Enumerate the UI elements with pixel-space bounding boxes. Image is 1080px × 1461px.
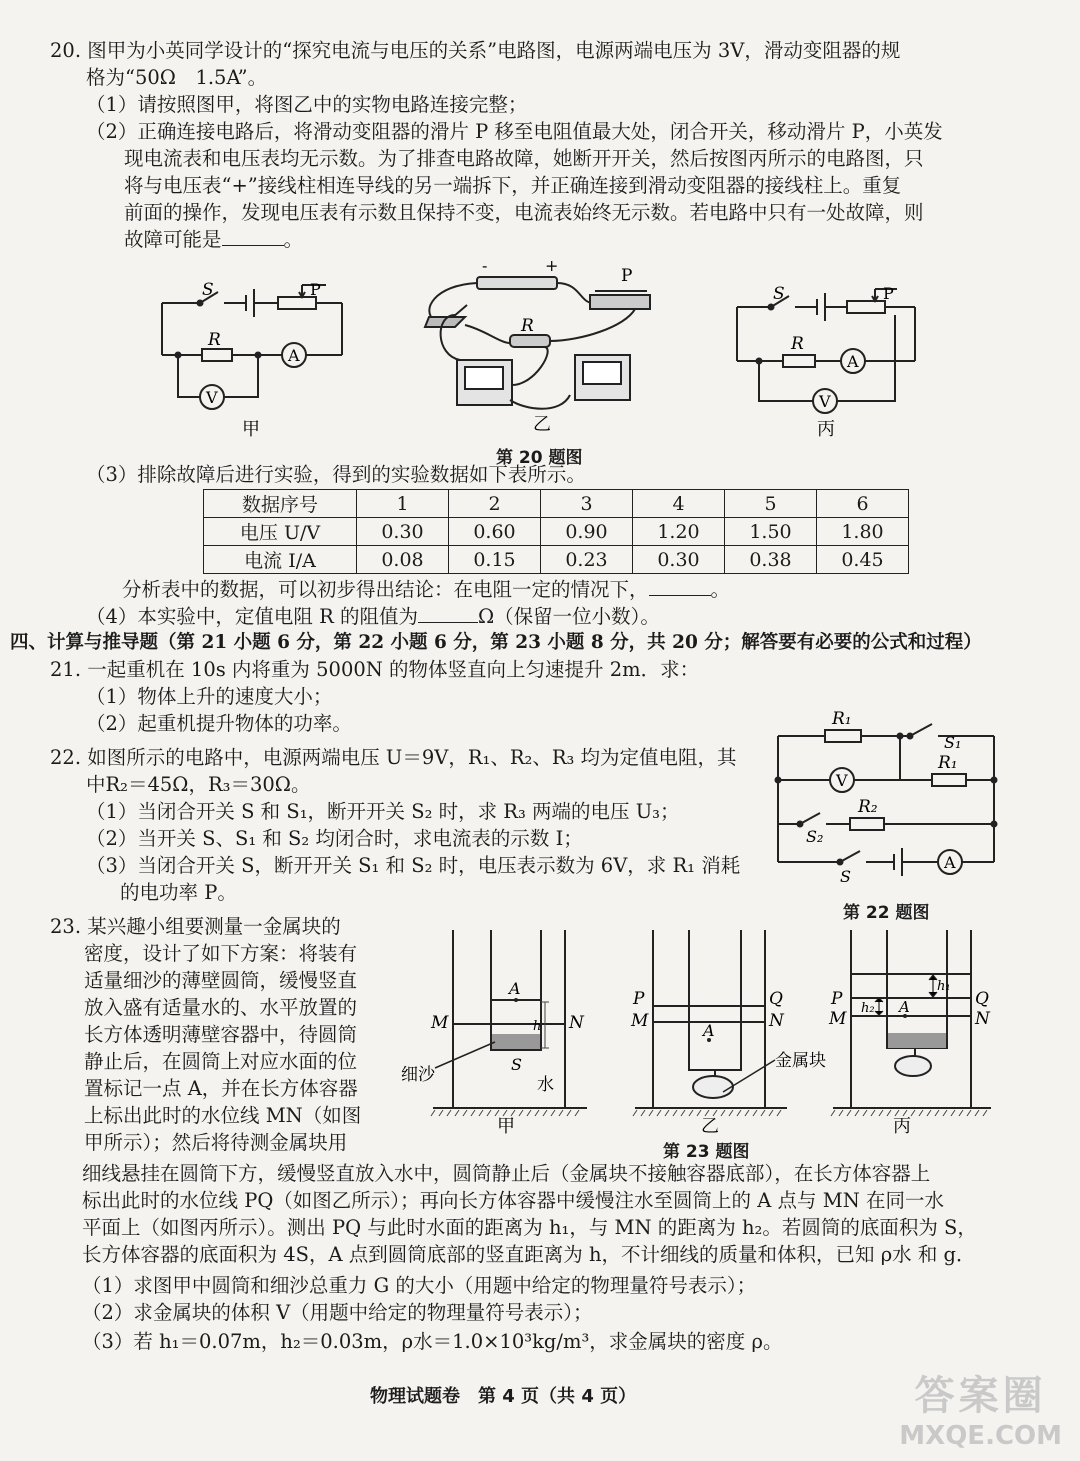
table-cell: 5 xyxy=(725,490,817,518)
q20-stem-line2: 格为“50Ω 1.5A”。 xyxy=(86,66,268,89)
q20-part2-line3: 将与电压表“+”接线柱相连导线的另一端拆下，并正确连接到滑动变阻器的接线柱上。重复 xyxy=(124,174,902,197)
sand-label: 细沙 xyxy=(401,1065,435,1085)
label-h1: h₁ xyxy=(937,979,951,994)
q21-part1: （1）物体上升的速度大小； xyxy=(86,685,333,708)
q23-line: 密度，设计了如下方案：将装有 xyxy=(84,942,358,965)
table-cell: 0.45 xyxy=(817,546,909,574)
s2-label: S₂ xyxy=(806,827,824,846)
table-cell: 1.50 xyxy=(725,518,817,546)
q20-part2-line2: 现电流表和电压表均无示数。为了排查电路故障，她断开开关，然后按图丙所示的电路图，只 xyxy=(124,147,924,170)
table-cell: 0.15 xyxy=(449,546,541,574)
q23-line: 适量细沙的薄壁圆筒，缓慢竖直 xyxy=(84,969,358,992)
figure-label-yi: 乙 xyxy=(533,414,551,435)
watermark-line1: 答案圈 xyxy=(914,1373,1047,1419)
physical-circuit-yi xyxy=(415,255,660,440)
slider-label: P xyxy=(883,284,894,303)
q22-part3-line1: （3）当闭合开关 S，断开开关 S₁ 和 S₂ 时，电压表示数为 6V，求 R₁ 消耗 xyxy=(86,854,741,877)
table-cell: 0.30 xyxy=(633,546,725,574)
q20-part2-end: 。 xyxy=(283,228,304,251)
label-P: P xyxy=(831,989,843,1009)
resistor-label: R xyxy=(791,334,804,354)
data-table xyxy=(203,489,909,574)
battery-plus-label: + xyxy=(545,256,559,275)
container-diagram-yi xyxy=(625,920,830,1135)
voltmeter-label: V xyxy=(836,771,848,790)
r2-label: R₂ xyxy=(858,797,878,817)
figure-23-caption: 第 23 题图 xyxy=(663,1142,750,1162)
table-cell: 1.20 xyxy=(633,518,725,546)
table-cell: 0.38 xyxy=(725,546,817,574)
table-row xyxy=(204,490,909,518)
table-cell: 数据序号 xyxy=(204,490,357,518)
figure-label-yi: 乙 xyxy=(701,1116,719,1135)
figure-label-jia: 甲 xyxy=(497,1116,515,1135)
q20-stem-line1: 20. 图甲为小英同学设计的“探究电流与电压的关系”电路图，电源两端电压为 3V，滑动变阻器的规 xyxy=(50,39,901,62)
resistor-label: R xyxy=(208,330,221,350)
q20-part3: （3）排除故障后进行实验，得到的实验数据如下表所示。 xyxy=(86,463,586,486)
label-S: S xyxy=(511,1055,522,1074)
figure-label-bing: 丙 xyxy=(893,1116,911,1135)
section-heading: 四、计算与推导题（第 21 小题 6 分，第 22 小题 6 分，第 23 小题 8 分，共 20 分；解答要有必要的公式和过程） xyxy=(10,632,982,653)
label-A: A xyxy=(703,1021,715,1040)
table-cell: 1 xyxy=(357,490,449,518)
q23-line: 长方体透明薄壁容器中，待圆筒 xyxy=(84,1023,358,1046)
q23-line: 细线悬挂在圆筒下方，缓慢竖直放入水中，圆筒静止后（金属块不接触容器底部），在长方体容器上 xyxy=(82,1162,931,1185)
answer-blank[interactable] xyxy=(222,227,284,246)
q23-line: 放入盛有适量水的、水平放置的 xyxy=(84,996,358,1019)
page-footer: 物理试题卷 第 4 页（共 4 页） xyxy=(370,1386,637,1407)
label-N: N xyxy=(569,1013,584,1033)
q20-conclusion-end: 。 xyxy=(710,578,731,601)
table-cell: 4 xyxy=(633,490,725,518)
ammeter-label: A xyxy=(288,346,300,365)
label-h2: h₂ xyxy=(861,1001,875,1016)
q23-line: 置标记一点 A，并在长方体容器 xyxy=(84,1077,358,1100)
answer-blank[interactable] xyxy=(649,577,711,596)
label-M: M xyxy=(631,1011,649,1031)
q23-line: 上标出此时的水位线 MN（如图 xyxy=(84,1104,362,1127)
q20-part3-conclusion xyxy=(122,577,730,603)
q23-line: 23. 某兴趣小组要测量一金属块的 xyxy=(50,915,341,938)
figure-20-caption: 第 20 题图 xyxy=(496,448,583,468)
label-N: N xyxy=(769,1011,784,1031)
table-cell: 0.90 xyxy=(541,518,633,546)
q23-part1: （1）求图甲中圆筒和细沙总重力 G 的大小（用题中给定的物理量符号表示）； xyxy=(82,1274,757,1297)
label-Q: Q xyxy=(769,989,783,1009)
r1b-label: R₁ xyxy=(938,753,958,773)
q23-line: 标出此时的水位线 PQ（如图乙所示）；再向长方体容器中缓慢注水至圆筒上的 A 点与 MN 在同一水 xyxy=(82,1189,944,1212)
table-cell: 电压 U/V xyxy=(204,518,357,546)
q20-part4-end: Ω（保留一位小数）。 xyxy=(478,605,660,628)
q20-part2-line1: （2）正确连接电路后，将滑动变阻器的滑片 P 移至电阻值最大处，闭合开关，移动滑片 P，小英发 xyxy=(86,120,943,143)
q20-part2-text: 故障可能是 xyxy=(124,228,222,251)
q20-part2-line5 xyxy=(124,227,303,253)
table-cell: 6 xyxy=(817,490,909,518)
resistor-label: R xyxy=(521,316,534,336)
q23-line: 静止后，在圆筒上对应水面的位 xyxy=(84,1050,358,1073)
table-cell: 1.80 xyxy=(817,518,909,546)
circuit-diagram-jia xyxy=(150,275,360,445)
label-M: M xyxy=(431,1013,449,1033)
switch-label: S xyxy=(840,867,851,886)
switch-label: S xyxy=(202,280,214,300)
q22-stem-line2: 中R₂＝45Ω，R₃＝30Ω。 xyxy=(86,773,311,796)
voltmeter-label: V xyxy=(819,392,831,411)
figure-label-bing: 丙 xyxy=(817,419,835,440)
label-h: h xyxy=(533,1019,542,1034)
q20-part4 xyxy=(86,604,660,630)
slider-label: P xyxy=(310,280,321,299)
q22-stem-line1: 22. 如图所示的电路中，电源两端电压 U＝9V，R₁、R₂、R₃ 均为定值电阻，其 xyxy=(50,746,737,769)
label-A: A xyxy=(509,979,521,998)
q23-line: 平面上（如图丙所示）。测出 PQ 与此时水面的距离为 h₁，与 MN 的距离为 h₂。若圆筒的底面积为 S， xyxy=(82,1216,977,1239)
circuit-diagram-bing xyxy=(725,275,935,445)
figure-label-jia: 甲 xyxy=(242,419,260,440)
q20-part1: （1）请按照图甲，将图乙中的实物电路连接完整； xyxy=(86,93,528,116)
circuit-diagram-q22 xyxy=(770,700,1005,890)
label-P: P xyxy=(633,989,645,1009)
label-N: N xyxy=(975,1009,990,1029)
table-cell: 电流 I/A xyxy=(204,546,357,574)
sand-fill xyxy=(492,1034,540,1049)
label-M: M xyxy=(829,1009,847,1029)
table-cell: 0.30 xyxy=(357,518,449,546)
q22-part2: （2）当开关 S、S₁ 和 S₂ 均闭合时，求电流表的示数 I； xyxy=(86,827,583,850)
answer-blank[interactable] xyxy=(418,604,478,623)
table-cell: 0.23 xyxy=(541,546,633,574)
q20-part2-line4: 前面的操作，发现电压表有示数且保持不变，电流表始终无示数。若电路中只有一处故障，则 xyxy=(124,201,924,224)
ammeter-label: A xyxy=(847,352,859,371)
water-label: 水 xyxy=(537,1075,554,1095)
container-diagram-jia xyxy=(395,920,595,1135)
metal-block-label: 金属块 xyxy=(775,1051,826,1071)
table-cell: 3 xyxy=(541,490,633,518)
watermark-line2: MXQE.COM xyxy=(899,1421,1062,1451)
q23-part3: （3）若 h₁＝0.07m，h₂＝0.03m，ρ水＝1.0×10³kg/m³，求金属块的密度 ρ。 xyxy=(82,1330,783,1353)
voltmeter-label: V xyxy=(206,388,218,407)
q23-part2: （2）求金属块的体积 V（用题中给定的物理量符号表示）； xyxy=(82,1301,593,1324)
watermark-logo xyxy=(899,1364,1062,1451)
slider-label: P xyxy=(621,266,633,286)
label-Q: Q xyxy=(975,989,989,1009)
q20-part4-text: （4）本实验中，定值电阻 R 的阻值为 xyxy=(86,605,418,628)
table-cell: 2 xyxy=(449,490,541,518)
table-cell: 0.08 xyxy=(357,546,449,574)
s1-label: S₁ xyxy=(944,733,962,752)
container-diagram-bing xyxy=(825,920,1000,1135)
q23-line: 长方体容器的底面积为 4S，A 点到圆筒底部的竖直距离为 h，不计细线的质量和体积，已知 ρ水 和 g． xyxy=(82,1243,976,1266)
r1-label: R₁ xyxy=(832,709,852,729)
table-row xyxy=(204,546,909,574)
q20-conclusion-text: 分析表中的数据，可以初步得出结论：在电阻一定的情况下， xyxy=(122,578,649,601)
switch-label: S xyxy=(773,284,785,304)
q21-part2: （2）起重机提升物体的功率。 xyxy=(86,712,352,735)
figure-22-caption: 第 22 题图 xyxy=(843,903,930,923)
q22-part1: （1）当闭合开关 S 和 S₁，断开开关 S₂ 时，求 R₃ 两端的电压 U₃； xyxy=(86,800,680,823)
label-A: A xyxy=(899,998,910,1016)
table-row xyxy=(204,518,909,546)
sand-fill xyxy=(888,1033,946,1048)
q22-part3-line2: 的电功率 P。 xyxy=(120,881,237,904)
q21-stem: 21. 一起重机在 10s 内将重为 5000N 的物体竖直向上匀速提升 2m．求： xyxy=(50,658,700,681)
battery-minus-label: - xyxy=(482,256,488,275)
ammeter-label: A xyxy=(944,853,956,872)
table-cell: 0.60 xyxy=(449,518,541,546)
q23-line: 甲所示）；然后将待测金属块用 xyxy=(84,1131,348,1154)
